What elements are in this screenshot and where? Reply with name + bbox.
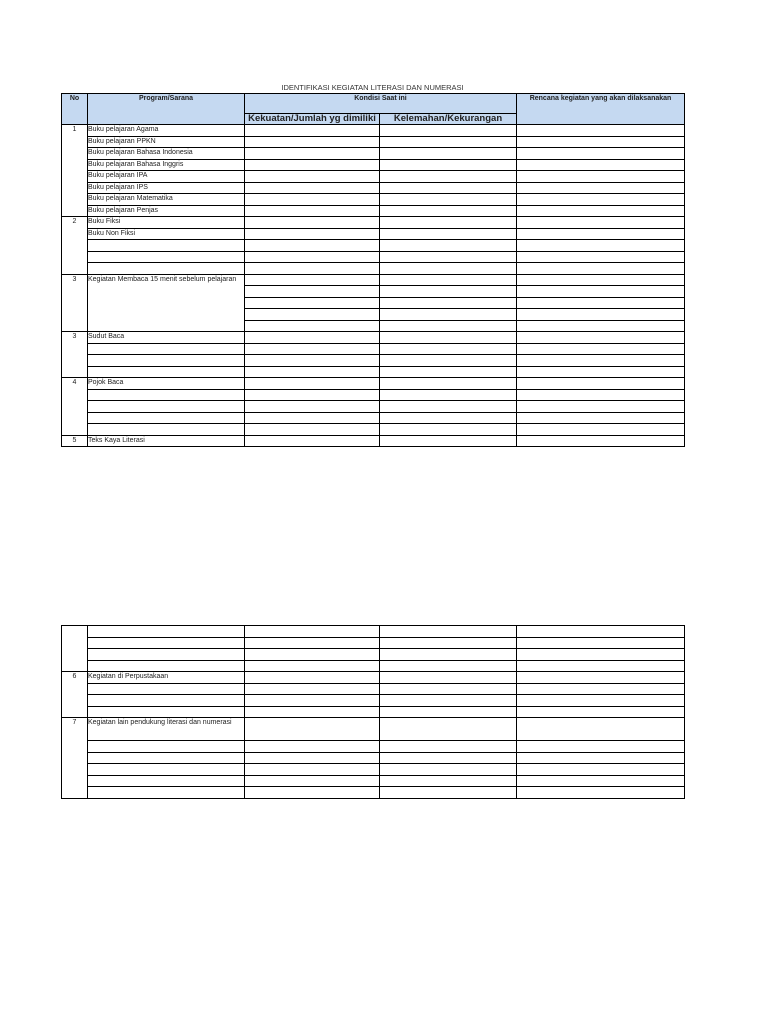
header-kekuatan: Kekuatan/Jumlah yg dimiliki xyxy=(245,114,380,125)
rencana-cell[interactable] xyxy=(517,217,685,229)
kekuatan-cell[interactable] xyxy=(245,263,380,275)
table-row xyxy=(62,378,685,390)
kelemahan-cell[interactable] xyxy=(380,286,517,298)
kelemahan-cell[interactable] xyxy=(380,205,517,217)
header-kondisi: Kondisi Saat ini xyxy=(245,94,517,114)
table-row xyxy=(62,366,685,378)
kelemahan-cell[interactable] xyxy=(380,343,517,355)
kelemahan-cell[interactable] xyxy=(380,159,517,171)
kekuatan-cell[interactable] xyxy=(245,332,380,344)
header-rencana: Rencana kegiatan yang akan dilaksanakan xyxy=(517,94,685,125)
table-row xyxy=(62,389,685,401)
rencana-cell[interactable] xyxy=(517,366,685,378)
row-number: 7 xyxy=(62,718,88,799)
row-number: 3 xyxy=(62,332,88,378)
rencana-cell[interactable] xyxy=(517,435,685,447)
kelemahan-cell[interactable] xyxy=(380,148,517,160)
row-number: 1 xyxy=(62,125,88,217)
rencana-cell[interactable] xyxy=(517,787,685,799)
kelemahan-cell[interactable] xyxy=(380,752,517,764)
table-row xyxy=(62,194,685,206)
rencana-cell[interactable] xyxy=(517,332,685,344)
rencana-cell[interactable] xyxy=(517,343,685,355)
kelemahan-cell[interactable] xyxy=(380,366,517,378)
program-cell: Sudut Baca xyxy=(88,332,245,344)
program-cell: Buku Non Fiksi xyxy=(88,228,245,240)
rencana-cell[interactable] xyxy=(517,159,685,171)
program-cell[interactable] xyxy=(88,355,245,367)
header-kelemahan: Kelemahan/Kekurangan xyxy=(380,114,517,125)
rencana-cell[interactable] xyxy=(517,320,685,332)
kelemahan-cell[interactable] xyxy=(380,649,517,661)
table-row xyxy=(62,424,685,436)
rencana-cell[interactable] xyxy=(517,297,685,309)
table-row xyxy=(62,332,685,344)
rencana-cell[interactable] xyxy=(517,764,685,776)
table-row xyxy=(62,159,685,171)
rencana-cell[interactable] xyxy=(517,401,685,413)
row-number: 5 xyxy=(62,435,88,447)
kekuatan-cell[interactable] xyxy=(245,401,380,413)
kelemahan-cell[interactable] xyxy=(380,378,517,390)
program-cell[interactable] xyxy=(88,251,245,263)
table-row xyxy=(62,775,685,787)
program-cell: Buku pelajaran Bahasa Inggris xyxy=(88,159,245,171)
kekuatan-cell[interactable] xyxy=(245,171,380,183)
rencana-cell[interactable] xyxy=(517,136,685,148)
kelemahan-cell[interactable] xyxy=(380,718,517,741)
table-row xyxy=(62,355,685,367)
table-row xyxy=(62,228,685,240)
table-row xyxy=(62,718,685,741)
document-title: IDENTIFIKASI KEGIATAN LITERASI DAN NUMERASI xyxy=(281,83,464,92)
kekuatan-cell[interactable] xyxy=(245,683,380,695)
table-row xyxy=(62,401,685,413)
program-cell[interactable] xyxy=(88,366,245,378)
kelemahan-cell[interactable] xyxy=(380,660,517,672)
rencana-cell[interactable] xyxy=(517,775,685,787)
kekuatan-cell[interactable] xyxy=(245,159,380,171)
program-cell: Kegiatan lain pendukung literasi dan numerasi xyxy=(88,718,245,741)
kekuatan-cell[interactable] xyxy=(245,205,380,217)
header-program: Program/Sarana xyxy=(88,94,245,125)
kekuatan-cell[interactable] xyxy=(245,695,380,707)
kekuatan-cell[interactable] xyxy=(245,412,380,424)
kekuatan-cell[interactable] xyxy=(245,752,380,764)
kekuatan-cell[interactable] xyxy=(245,286,380,298)
row-number: 6 xyxy=(62,672,88,718)
program-cell[interactable] xyxy=(88,637,245,649)
table-row xyxy=(62,637,685,649)
kekuatan-cell[interactable] xyxy=(245,194,380,206)
kelemahan-cell[interactable] xyxy=(380,741,517,753)
rencana-cell[interactable] xyxy=(517,706,685,718)
kekuatan-cell[interactable] xyxy=(245,775,380,787)
rencana-cell[interactable] xyxy=(517,286,685,298)
rencana-cell[interactable] xyxy=(517,649,685,661)
table-row xyxy=(62,787,685,799)
rencana-cell[interactable] xyxy=(517,251,685,263)
rencana-cell[interactable] xyxy=(517,741,685,753)
kekuatan-cell[interactable] xyxy=(245,320,380,332)
kekuatan-cell[interactable] xyxy=(245,435,380,447)
program-cell: Buku pelajaran Penjas xyxy=(88,205,245,217)
row-number: 3 xyxy=(62,274,88,332)
table-row xyxy=(62,683,685,695)
kekuatan-cell[interactable] xyxy=(245,672,380,684)
kelemahan-cell[interactable] xyxy=(380,626,517,638)
rencana-cell[interactable] xyxy=(517,752,685,764)
kelemahan-cell[interactable] xyxy=(380,401,517,413)
kelemahan-cell[interactable] xyxy=(380,672,517,684)
kekuatan-cell[interactable] xyxy=(245,136,380,148)
kekuatan-cell[interactable] xyxy=(245,660,380,672)
kelemahan-cell[interactable] xyxy=(380,424,517,436)
program-cell: Buku pelajaran Agama xyxy=(88,125,245,137)
program-cell: Buku pelajaran IPS xyxy=(88,182,245,194)
program-cell[interactable] xyxy=(88,389,245,401)
rencana-cell[interactable] xyxy=(517,718,685,741)
kekuatan-cell[interactable] xyxy=(245,309,380,321)
kelemahan-cell[interactable] xyxy=(380,217,517,229)
program-cell[interactable] xyxy=(88,343,245,355)
kelemahan-cell[interactable] xyxy=(380,171,517,183)
program-cell: Kegiatan Membaca 15 menit sebelum pelajaran xyxy=(88,274,245,332)
kekuatan-cell[interactable] xyxy=(245,649,380,661)
table-row xyxy=(62,764,685,776)
rencana-cell[interactable] xyxy=(517,194,685,206)
rencana-cell[interactable] xyxy=(517,626,685,638)
kelemahan-cell[interactable] xyxy=(380,435,517,447)
kelemahan-cell[interactable] xyxy=(380,274,517,286)
rencana-cell[interactable] xyxy=(517,263,685,275)
kelemahan-cell[interactable] xyxy=(380,125,517,137)
table-row xyxy=(62,171,685,183)
kekuatan-cell[interactable] xyxy=(245,217,380,229)
kekuatan-cell[interactable] xyxy=(245,424,380,436)
kekuatan-cell[interactable] xyxy=(245,343,380,355)
rencana-cell[interactable] xyxy=(517,389,685,401)
table-row xyxy=(62,205,685,217)
program-cell[interactable] xyxy=(88,240,245,252)
rencana-cell[interactable] xyxy=(517,695,685,707)
rencana-cell[interactable] xyxy=(517,240,685,252)
table-row xyxy=(62,695,685,707)
kekuatan-cell[interactable] xyxy=(245,251,380,263)
table-row xyxy=(62,706,685,718)
program-cell[interactable] xyxy=(88,412,245,424)
table-row xyxy=(62,240,685,252)
program-cell: Teks Kaya Literasi xyxy=(88,435,245,447)
kekuatan-cell[interactable] xyxy=(245,787,380,799)
rencana-cell[interactable] xyxy=(517,205,685,217)
rencana-cell[interactable] xyxy=(517,309,685,321)
table-row xyxy=(62,412,685,424)
table-row xyxy=(62,343,685,355)
rencana-cell[interactable] xyxy=(517,182,685,194)
kelemahan-cell[interactable] xyxy=(380,182,517,194)
kekuatan-cell[interactable] xyxy=(245,764,380,776)
kelemahan-cell[interactable] xyxy=(380,263,517,275)
kelemahan-cell[interactable] xyxy=(380,297,517,309)
table-row xyxy=(62,741,685,753)
kelemahan-cell[interactable] xyxy=(380,787,517,799)
rencana-cell[interactable] xyxy=(517,355,685,367)
kelemahan-cell[interactable] xyxy=(380,228,517,240)
header-no: No xyxy=(62,94,88,125)
program-cell: Buku pelajaran Bahasa Indonesia xyxy=(88,148,245,160)
kelemahan-cell[interactable] xyxy=(380,695,517,707)
program-cell: Buku Fiksi xyxy=(88,217,245,229)
kelemahan-cell[interactable] xyxy=(380,775,517,787)
table-row xyxy=(62,148,685,160)
kelemahan-cell[interactable] xyxy=(380,320,517,332)
rencana-cell[interactable] xyxy=(517,171,685,183)
program-cell[interactable] xyxy=(88,649,245,661)
kekuatan-cell[interactable] xyxy=(245,626,380,638)
kekuatan-cell[interactable] xyxy=(245,125,380,137)
kelemahan-cell[interactable] xyxy=(380,764,517,776)
kelemahan-cell[interactable] xyxy=(380,240,517,252)
kekuatan-cell[interactable] xyxy=(245,148,380,160)
program-cell[interactable] xyxy=(88,626,245,638)
program-cell[interactable] xyxy=(88,424,245,436)
kelemahan-cell[interactable] xyxy=(380,355,517,367)
row-number xyxy=(62,626,88,672)
program-cell: Buku pelajaran IPA xyxy=(88,171,245,183)
program-cell: Kegiatan di Perpustakaan xyxy=(88,672,245,684)
kelemahan-cell[interactable] xyxy=(380,706,517,718)
rencana-cell[interactable] xyxy=(517,672,685,684)
program-cell: Pojok Baca xyxy=(88,378,245,390)
kelemahan-cell[interactable] xyxy=(380,332,517,344)
table-row xyxy=(62,251,685,263)
program-cell[interactable] xyxy=(88,741,245,753)
rencana-cell[interactable] xyxy=(517,125,685,137)
rencana-cell[interactable] xyxy=(517,378,685,390)
rencana-cell[interactable] xyxy=(517,660,685,672)
kekuatan-cell[interactable] xyxy=(245,297,380,309)
table-row xyxy=(62,435,685,447)
table-row xyxy=(62,136,685,148)
program-cell[interactable] xyxy=(88,401,245,413)
program-cell[interactable] xyxy=(88,787,245,799)
rencana-cell[interactable] xyxy=(517,148,685,160)
rencana-cell[interactable] xyxy=(517,274,685,286)
kelemahan-cell[interactable] xyxy=(380,637,517,649)
kelemahan-cell[interactable] xyxy=(380,389,517,401)
rencana-cell[interactable] xyxy=(517,637,685,649)
program-cell[interactable] xyxy=(88,660,245,672)
table-row xyxy=(62,626,685,638)
rencana-cell[interactable] xyxy=(517,424,685,436)
kekuatan-cell[interactable] xyxy=(245,637,380,649)
kelemahan-cell[interactable] xyxy=(380,309,517,321)
identification-table-continued xyxy=(61,625,685,799)
table-row xyxy=(62,125,685,137)
kekuatan-cell[interactable] xyxy=(245,378,380,390)
kelemahan-cell[interactable] xyxy=(380,136,517,148)
identification-table xyxy=(61,93,685,447)
program-cell[interactable] xyxy=(88,683,245,695)
table-row xyxy=(62,752,685,764)
kekuatan-cell[interactable] xyxy=(245,274,380,286)
kelemahan-cell[interactable] xyxy=(380,251,517,263)
program-cell: Buku pelajaran Matematika xyxy=(88,194,245,206)
rencana-cell[interactable] xyxy=(517,228,685,240)
kekuatan-cell[interactable] xyxy=(245,706,380,718)
rencana-cell[interactable] xyxy=(517,683,685,695)
program-cell[interactable] xyxy=(88,775,245,787)
table-row xyxy=(62,263,685,275)
row-number: 2 xyxy=(62,217,88,275)
kelemahan-cell[interactable] xyxy=(380,683,517,695)
table-row xyxy=(62,672,685,684)
program-cell[interactable] xyxy=(88,764,245,776)
kekuatan-cell[interactable] xyxy=(245,355,380,367)
kekuatan-cell[interactable] xyxy=(245,389,380,401)
table-row xyxy=(62,182,685,194)
program-cell: Buku pelajaran PPKN xyxy=(88,136,245,148)
kelemahan-cell[interactable] xyxy=(380,194,517,206)
program-cell[interactable] xyxy=(88,706,245,718)
table-row xyxy=(62,217,685,229)
kekuatan-cell[interactable] xyxy=(245,366,380,378)
rencana-cell[interactable] xyxy=(517,412,685,424)
table-row xyxy=(62,274,685,286)
row-number: 4 xyxy=(62,378,88,436)
program-cell[interactable] xyxy=(88,752,245,764)
kekuatan-cell[interactable] xyxy=(245,741,380,753)
table-row xyxy=(62,649,685,661)
program-cell[interactable] xyxy=(88,695,245,707)
kekuatan-cell[interactable] xyxy=(245,228,380,240)
table-row xyxy=(62,660,685,672)
program-cell[interactable] xyxy=(88,263,245,275)
kelemahan-cell[interactable] xyxy=(380,412,517,424)
kekuatan-cell[interactable] xyxy=(245,182,380,194)
kekuatan-cell[interactable] xyxy=(245,240,380,252)
kekuatan-cell[interactable] xyxy=(245,718,380,741)
